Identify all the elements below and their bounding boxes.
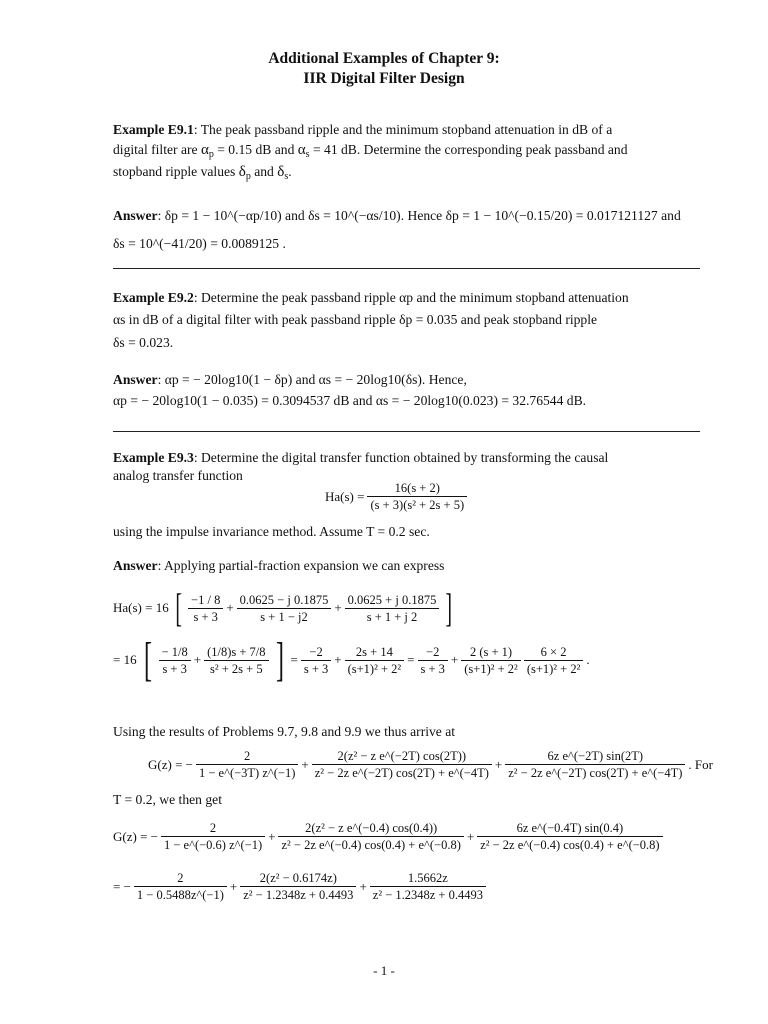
divider-1 xyxy=(113,268,700,269)
l2-r5-den: (s+1)² + 2² xyxy=(524,660,584,677)
e3-answer-1: : Applying partial-fraction expansion we can express xyxy=(157,558,445,573)
l2-r2-num: 2s + 14 xyxy=(355,644,393,659)
plus-sign: + xyxy=(466,828,475,844)
partial-fraction-line-1 xyxy=(113,585,456,630)
kz-t2-den: z² − 1.2348z + 0.4493 xyxy=(240,886,356,903)
plus-sign: + xyxy=(450,652,459,667)
hz-term-2 xyxy=(278,820,463,853)
e1-question-line-3 xyxy=(113,162,292,187)
e2-question-line-2: αs in dB of a digital filter with peak passband ripple δp = 0.035 and peak stopband ripple xyxy=(113,312,598,327)
e3-label: Example E9.3 xyxy=(113,450,194,465)
plus-sign: + xyxy=(268,828,276,844)
pf-t3-den: s + 1 + j 2 xyxy=(345,608,440,625)
right-bracket: ] xyxy=(445,585,453,630)
plus-sign: + xyxy=(229,878,238,894)
l2-r4-num: 2 (s + 1) xyxy=(469,644,513,659)
plus-sign: + xyxy=(226,600,234,615)
hz-t1-den: 1 − e^(−0.6) z^(−1) xyxy=(161,836,265,853)
e2-answer-line-2: αp = − 20log10(1 − 0.035) = 0.3094537 dB and αs = − 20log10(0.023) = 32.76544 dB. xyxy=(113,393,587,408)
l2-result-4 xyxy=(461,644,521,677)
gz-lhs: G(z) = − xyxy=(148,756,193,772)
divider-2 xyxy=(113,431,700,432)
e1-q3g: . xyxy=(288,164,292,179)
e3-question-line-2: analog transfer function xyxy=(113,468,243,483)
equals-sign: = xyxy=(290,652,298,667)
hz-term-3 xyxy=(477,820,662,853)
gz-term-2 xyxy=(312,748,492,781)
left-bracket: [ xyxy=(175,585,182,630)
hz-t2-den: z² − 2z e^(−0.4) cos(0.4) + e^(−0.8) xyxy=(278,836,463,853)
gz-t3-num: 6z e^(−2T) sin(2T) xyxy=(547,749,644,763)
gz-t3-den: z² − 2z e^(−2T) cos(2T) + e^(−4T) xyxy=(505,764,685,781)
plus-sign: + xyxy=(301,756,309,772)
l2-term-2 xyxy=(204,644,268,677)
hz-t3-num: 6z e^(−0.4T) sin(0.4) xyxy=(516,821,624,835)
title-line-2: IIR Digital Filter Design xyxy=(303,70,465,87)
hz-t2-num: 2(z² − z e^(−0.4) cos(0.4)) xyxy=(305,821,438,835)
kz-term-1 xyxy=(134,870,227,903)
gz-t2-den: z² − 2z e^(−2T) cos(2T) + e^(−4T) xyxy=(312,764,492,781)
e1-alpha-p-symbol: α xyxy=(200,142,209,158)
plus-sign: + xyxy=(334,600,342,615)
e3-q1: : Determine the digital transfer function obtained by transforming the causal xyxy=(193,450,609,465)
l2-lhs: = 16 xyxy=(113,652,137,667)
l2-t1-num: − 1/8 xyxy=(161,644,188,659)
e1-label: Example E9.1 xyxy=(113,122,194,137)
e1-delta-p-symbol: δ xyxy=(238,164,246,180)
l2-t1-den: s + 3 xyxy=(159,660,191,677)
kz-term-3 xyxy=(370,870,486,903)
gz-t1-num: 2 xyxy=(244,749,251,763)
e1-q2a: digital filter are xyxy=(113,142,198,157)
plus-sign: + xyxy=(494,756,503,772)
e3-question-line-3: using the impulse invariance method. Assume T = 0.2 sec. xyxy=(113,524,430,539)
e1-q2d: = 0.15 dB and xyxy=(217,142,295,157)
pf-t2-den: s + 1 − j2 xyxy=(237,608,332,625)
l2-r3-num: −2 xyxy=(426,644,440,659)
pf-t1-num: −1 / 8 xyxy=(191,592,221,607)
gz-for: . For xyxy=(688,756,713,772)
kz-t3-num: 1.5662z xyxy=(407,871,448,885)
e1-answer-1: : δp = 1 − 10^(−αp/10) and δs = 10^(−αs/10). Hence δp = 1 − 10^(−0.15/20) = 0.017121127 and xyxy=(157,208,681,223)
plus-sign: + xyxy=(359,878,367,894)
gz-term-1 xyxy=(196,748,298,781)
l2-result-2 xyxy=(345,644,405,677)
l2-term-1 xyxy=(159,644,191,677)
ha-fraction xyxy=(367,480,467,513)
l2-r3-den: s + 3 xyxy=(418,660,448,677)
hz-t1-num: 2 xyxy=(209,821,217,835)
period: . xyxy=(586,652,590,667)
pf-lhs: Ha(s) = 16 xyxy=(113,600,169,615)
pf-t3-num: 0.0625 + j 0.1875 xyxy=(347,592,437,607)
l2-r1-den: s + 3 xyxy=(301,660,331,677)
using-results-line: Using the results of Problems 9.7, 9.8 and 9.9 we thus arrive at xyxy=(113,724,456,739)
e1-alpha-s-sub: s xyxy=(305,149,310,160)
e3-answer-label: Answer xyxy=(113,558,158,573)
t-value-line: T = 0.2, we then get xyxy=(113,792,222,807)
gz-term-3 xyxy=(505,748,685,781)
l2-t2-den: s² + 2s + 5 xyxy=(204,660,268,677)
title-line-1: Additional Examples of Chapter 9: xyxy=(268,50,500,67)
e1-delta-s-sub: s xyxy=(284,171,289,182)
e1-q3d: and xyxy=(254,164,274,179)
e3-question-line-1 xyxy=(113,448,608,468)
hz-t3-den: z² − 2z e^(−0.4) cos(0.4) + e^(−0.8) xyxy=(477,836,662,853)
e1-q3a: stopband ripple values xyxy=(113,164,236,179)
kz-term-2 xyxy=(240,870,356,903)
pf-t2-num: 0.0625 − j 0.1875 xyxy=(239,592,329,607)
e1-q1: : The peak passband ripple and the minimum stopband attenuation in dB of a xyxy=(193,122,613,137)
e1-answer-label: Answer xyxy=(113,208,158,223)
e2-question-line-1 xyxy=(113,288,629,308)
e1-alpha-s-symbol: α xyxy=(297,142,306,158)
e2-answer-1: : αp = − 20log10(1 − δp) and αs = − 20log10(δs). Hence, xyxy=(157,372,467,387)
pf-t1-den: s + 3 xyxy=(188,608,223,625)
e3-answer-line-1 xyxy=(113,556,444,576)
equals-sign: = xyxy=(407,652,415,667)
e2-answer-label: Answer xyxy=(113,372,158,387)
e1-question-line-1 xyxy=(113,120,612,140)
hz-lhs: G(z) = − xyxy=(113,828,158,844)
page-number: - 1 - xyxy=(373,963,395,978)
ha-lhs: Ha(s) = xyxy=(325,488,365,504)
plus-sign: + xyxy=(193,652,202,667)
pf-term-2 xyxy=(237,592,332,625)
e2-answer-line-1 xyxy=(113,370,467,390)
gz-numeric-equation xyxy=(113,870,486,903)
kz-t1-num: 2 xyxy=(177,871,184,885)
kz-lhs: = − xyxy=(113,878,131,894)
e1-answer-line-2: δs = 10^(−41/20) = 0.0089125 . xyxy=(113,236,286,251)
gz-t2-num: 2(z² − z e^(−2T) cos(2T)) xyxy=(337,749,467,763)
plus-sign: + xyxy=(334,652,342,667)
l2-result-5 xyxy=(524,644,584,677)
l2-result-3 xyxy=(418,644,448,677)
gz-t1-den: 1 − e^(−3T) z^(−1) xyxy=(196,764,298,781)
e2-q1: : Determine the peak passband ripple αp and the minimum stopband attenuation xyxy=(193,290,629,305)
kz-t3-den: z² − 1.2348z + 0.4493 xyxy=(370,886,486,903)
gz-general-equation xyxy=(148,748,713,781)
e1-alpha-p-sub: p xyxy=(208,149,214,160)
e2-label: Example E9.2 xyxy=(113,290,194,305)
e1-delta-p-sub: p xyxy=(245,171,251,182)
right-bracket: ] xyxy=(275,633,284,686)
e1-q2g: = 41 dB. Determine the corresponding peak passband and xyxy=(312,142,628,157)
kz-t2-num: 2(z² − 0.6174z) xyxy=(259,871,337,885)
hz-term-1 xyxy=(161,820,265,853)
pf-term-3 xyxy=(345,592,440,625)
e1-delta-s-symbol: δ xyxy=(277,164,285,180)
l2-r5-num: 6 × 2 xyxy=(540,644,567,659)
l2-r4-den: (s+1)² + 2² xyxy=(461,660,521,677)
gz-substituted-equation xyxy=(113,820,663,853)
left-bracket: [ xyxy=(143,633,152,686)
e2-question-line-3: δs = 0.023. xyxy=(113,335,174,350)
l2-r1-num: −2 xyxy=(309,644,323,659)
e1-answer-line-1 xyxy=(113,206,681,226)
kz-t1-den: 1 − 0.5488z^(−1) xyxy=(134,886,227,903)
l2-result-1 xyxy=(301,644,331,677)
ha-numerator: 16(s + 2) xyxy=(394,481,440,495)
pf-term-1 xyxy=(188,592,223,625)
l2-r2-den: (s+1)² + 2² xyxy=(345,660,405,677)
analog-transfer-function xyxy=(325,480,467,513)
l2-t2-num: (1/8)s + 7/8 xyxy=(207,644,266,659)
ha-denominator: (s + 3)(s² + 2s + 5) xyxy=(367,496,467,513)
partial-fraction-line-2 xyxy=(113,633,590,686)
